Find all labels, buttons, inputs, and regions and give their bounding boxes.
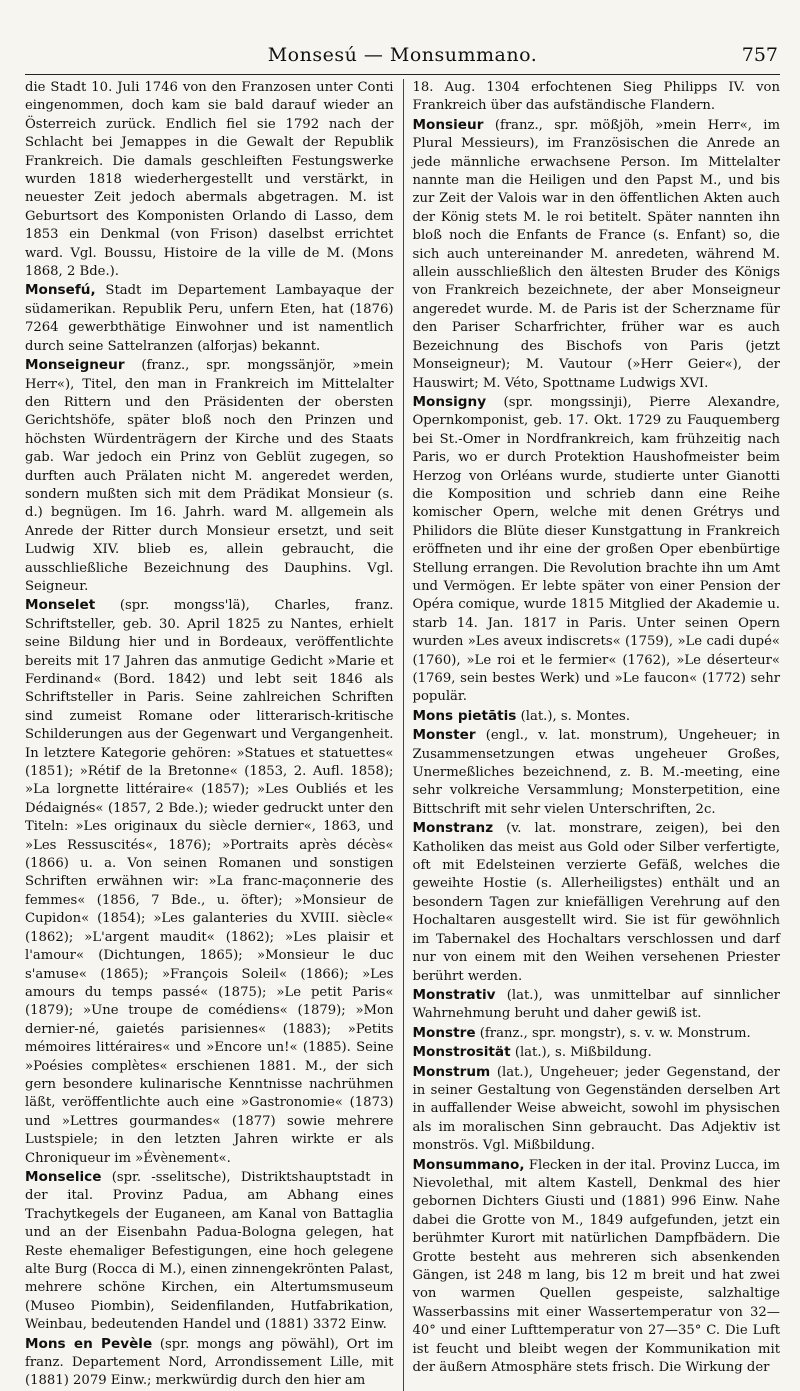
entry-text: (franz., spr. mongssänjör, »mein Herr«), Titel, den man in Frankreich im Mittelalter den Rittern und den Präsidenten der obersten Gerichtshöfe, später bloß noch den Prinzen und höchsten Würdenträgern der Kirche und des Staats gab. War jedoch ein Prinz von Geblüt zugegen, so durften auch Prälaten nicht M. angeredet werden, sondern mußten sich mit dem Prädikat Monsieur (s. d.) begnügen. Im 16. Jahrh. ward M. allgemein als Anrede der Ritter durch Monsieur ersetzt, und seit Ludwig XIV. blieb es, allein gebraucht, die ausschließliche Bezeichnung des Dauphins. Vgl. Seigneur.	[25, 358, 394, 594]
entry-monsefu	[25, 281, 394, 356]
page-header	[25, 40, 780, 75]
entry-text: (engl., v. lat. monstrum), Ungeheuer; in Zusammensetzungen etwas ungeheuer Großes, Unermeßliches bezeichnend, z. B. M.-meeting, eine sehr volkreiche Versammlung; Monsterpetition, eine Bittschrift mit sehr vielen Unterschriften, 2c.	[412, 728, 780, 817]
headword: Monsefú,	[25, 282, 96, 299]
entry-text: (lat.), was unmittelbar auf sinnlicher Wahrnehmung beruht und daher gewiß ist.	[412, 987, 780, 1022]
text-columns	[25, 79, 780, 1391]
entry-text: (franz., spr. mößjöh, »mein Herr«, im Plural Messieurs), im Französischen die Anrede an jede männliche erwachsene Person. Im Mittelalter nannte man die Heiligen und den Papst M., und bis zur Zeit der Valois war in den öffentlichen Akten auch der König stets M. le roi betitelt. Später nannten ihn bloß noch die Enfants de France (s. Enfant) so, die sich auch untereinander M. anredeten, während M. allein ausschließlich den ältesten Bruder des Königs von Frankreich bezeichnete, der aber Monseigneur angeredet wurde. M. de Paris ist der Scherzname für den Pariser Scharfrichter, früher war es auch Bezeichnung des Bischofs von Paris (jetzt Monseigneur); M. Vautour (»Herr Geier«), der Hauswirt; M. Véto, Spottname Ludwigs XVI.	[412, 117, 780, 391]
entry-monstre	[413, 1024, 781, 1043]
headword: Monstranz	[412, 820, 494, 837]
entry-monster	[413, 726, 781, 819]
headword: Monsigny	[412, 393, 487, 410]
entry-text: (spr. mongs ang pöwähl), Ort im franz. Departement Nord, Arrondissement Lille, mit (1881) 2079 Einw.; merkwürdig durch den hier am	[25, 1336, 394, 1389]
entry-monstrum	[413, 1063, 781, 1156]
entry-text: (spr. mongssinji), Pierre Alexandre, Opernkomponist, geb. 17. Okt. 1729 zu Fauquemberg bei St.-Omer in Nordfrankreich, kam frühzeitig nach Paris, wo er durch Protektion Haushofmeister beim Herzog von Orléans wurde, studierte unter Gianotti die Komposition und schrieb dann eine Reihe komischer Opern, welche mit denen Grétrys und Philidors die Blüte dieser Kunstgattung in Frankreich eröffneten und ihr eine der großen Oper ebenbürtige Stellung errangen. Die Revolution brachte ihn um Amt und Vermögen. Er lebte später von einer Pension der Opéra comique, wurde 1815 Mitglied der Akademie u. starb 14. Jan. 1817 in Paris. Unter seinen Opern wurden »Les aveux indiscrets« (1759), »Le cadi dupé« (1760), »Le roi et le fermier« (1762), »Le déserteur« (1769, sein bestes Werk) und »Le faucon« (1772) sehr populär.	[412, 394, 780, 705]
entry-text: (lat.), Ungeheuer; jeder Gegenstand, der in seiner Gestaltung von Gegenständen derselben Art in auffallender Weise abweicht, sowohl im physischen als im moralischen Sinn gebraucht. Das Adjektiv ist monströs. Vgl. Mißbildung.	[412, 1064, 780, 1154]
entry-text: (lat.), s. Montes.	[520, 708, 631, 724]
headword: Monseigneur	[25, 357, 125, 374]
entry-monselice	[25, 1168, 394, 1335]
entry-text: (franz., spr. mongstr), s. v. w. Monstrum.	[479, 1025, 751, 1041]
entry-monselet	[25, 596, 394, 1168]
entry-monsieur	[413, 116, 781, 393]
headword: Monselet	[25, 597, 96, 614]
entry-monsummano	[413, 1156, 781, 1378]
entry-text: (lat.), s. Mißbildung.	[514, 1045, 652, 1061]
headword: Monsummano,	[412, 1156, 525, 1173]
continued-text: die Stadt 10. Juli 1746 von den Franzosen unter Conti eingenommen, doch kam sie bald darauf wieder an Österreich zurück. Endlich fiel sie 1792 nach der Schlacht bei Jemappes in die Gewalt der Republik Frankreich. Die damals geschleiften Festungswerke wurden 1818 wiederhergestellt und verstärkt, in neuester Zeit jedoch abermals abgetragen. M. ist Geburtsort des Komponisten Orlando di Lasso, dem 1853 ein Denkmal (von Frison) daselbst errichtet ward. Vgl. Boussu, Histoire de la ville de M. (Mons 1868, 2 Bde.).	[25, 80, 394, 280]
headword: Mons en Pevèle	[25, 1335, 153, 1352]
headword: Monster	[412, 727, 476, 744]
left-column	[25, 79, 403, 1391]
entry-monseigneur	[25, 356, 394, 596]
entry-text: (spr. -sselitsche), Distriktshauptstadt in der ital. Provinz Padua, am Abhang eines Trachytkegels der Euganeen, am Kanal von Battaglia und an der Eisenbahn Padua-Bologna gelegen, hat Reste ehemaliger Befestigungen, eine hoch gelegene alte Burg (Rocca di M.), einen zinnengekrönten Palast, mehrere schöne Kirchen, ein Altertumsmuseum (Museo Piombin), Seidenfilanden, Hutfabrikation, Weinbau, bedeutenden Handel und (1881) 3372 Einw.	[25, 1169, 394, 1333]
right-column	[403, 79, 781, 1391]
entry-monstranz	[413, 819, 781, 986]
headword: Monsieur	[412, 116, 484, 133]
entry-mons-pietatis	[413, 707, 781, 726]
running-title: Monsesú — Monsummano.	[267, 44, 538, 66]
continued-text: 18. Aug. 1304 erfochtenen Sieg Philipps IV. von Frankreich über das aufständische Flandern.	[412, 80, 780, 114]
headword: Monstrosität	[412, 1044, 511, 1061]
entry-monsigny	[413, 393, 781, 707]
headword: Monstre	[412, 1024, 476, 1041]
headword: Monstrum	[412, 1063, 491, 1080]
headword: Monselice	[25, 1168, 102, 1185]
headword: Monstrativ	[412, 986, 496, 1003]
entry-mons-en-pevele	[25, 1335, 394, 1391]
entry-monstrositaet	[413, 1043, 781, 1062]
headword: Mons pietātis	[412, 707, 517, 724]
entry-monstrativ	[413, 986, 781, 1024]
entry-text: Stadt im Departement Lambayaque der südamerikan. Republik Peru, unfern Eten, hat (1876) 7264 gewerbthätige Einwohner und ist namentlich durch seine Sattelranzen (alforjas) bekannt.	[25, 283, 394, 354]
page-number: 757	[741, 44, 778, 66]
entry-text: (spr. mongss'lä), Charles, franz. Schriftsteller, geb. 30. April 1825 zu Nantes, erhielt seine Bildung hier und in Bordeaux, veröffentlichte bereits mit 17 Jahren das anmutige Gedicht »Marie et Ferdinand« (Bord. 1842) und lebt seit 1846 als Schriftsteller in Paris. Seine zahlreichen Schriften sind zumeist Romane oder litterarisch-kritische Schilderungen aus der Gegenwart und Vergangenheit. In letztere Kategorie gehören: »Statues et statuettes« (1851); »Rétif de la Bretonne« (1853, 2. Aufl. 1858); »La lorgnette littéraire« (1857); »Les Oubliés et les Dédaignés« (1857, 2 Bde.); wieder gedruckt unter den Titeln: »Les originaux du siècle dernier«, 1863, und »Les Ressuscités«, 1876); »Portraits après décès« (1866) u. a. Von seinen Romanen und sonstigen Schriften erwähnen wir: »La franc-maçonnerie des femmes« (1856, 7 Bde., u. öfter); »Monsieur de Cupidon« (1854); »Les galanteries du XVIII. siècle« (1862); »L'argent maudit« (1862); »Les plaisir et l'amour« (Dichtungen, 1865); »Monsieur le duc s'amuse« (1865); »François Soleil« (1866); »Les amours du temps passé« (1875); »Le petit Paris« (1879); »Une troupe de comédiens« (1879); »Mon dernier-né, gaietés parisiennes« (1883); »Petits mémoires littéraires« und »Encore un!« (1885). Seine »Poésies complètes« erschienen 1881. M., der sich gern besondere kulinarische Kenntnisse nachrühmen läßt, veröffentlichte auch eine »Gastronomie« (1873) und »Lettres gourmandes« (1877) sowie mehrere Lustspiele; in den letzten Jahren wirkte er als Chroniqueur im »Évènement«.	[25, 598, 394, 1166]
entry-text: Flecken in der ital. Provinz Lucca, im Nievolethal, mit altem Kastell, Denkmal des hier gebornen Dichters Giusti und (1881) 996 Einw. Nahe dabei die Grotte von M., 1849 aufgefunden, jetzt ein berühmter Kurort mit natürlichen Dampfbädern. Die Grotte besteht aus mehreren sich absenkenden Gängen, ist 248 m lang, bis 12 m breit und hat zwei von warmen Quellen gespeiste, salzhaltige Wasserbassins mit einer Wassertemperatur von 32—40° und einer Lufttemperatur von 27—35° C. Die Luft ist feucht und bleibt wegen der Kommunikation mit der äußern Atmosphäre stets frisch. Die Wirkung der	[412, 1157, 780, 1376]
entry-text: (v. lat. monstrare, zeigen), bei den Katholiken das meist aus Gold oder Silber verfertigte, oft mit Edelsteinen verzierte Gefäß, welches die geweihte Hostie (s. Allerheiligstes) enthält und an besondern Tagen zur kniefälligen Verehrung auf den Hochaltaren ausgestellt wird. Sie ist für gewöhnlich im Tabernakel des Hochaltars verschlossen und darf nur von einem mit den Weihen versehenen Priester berührt werden.	[412, 821, 780, 984]
